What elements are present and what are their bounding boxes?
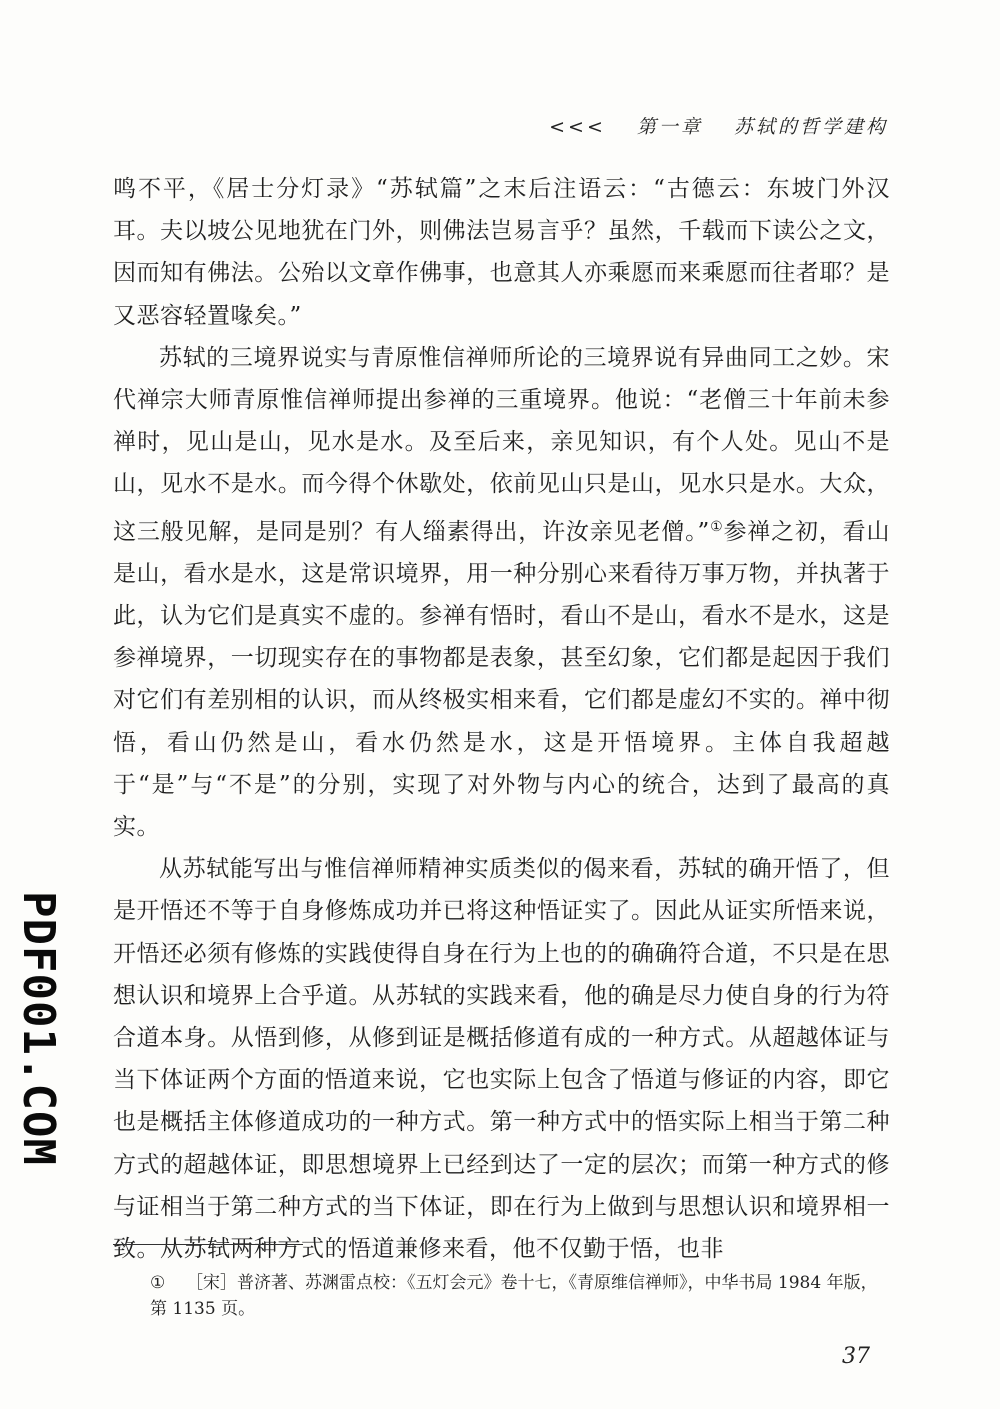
body-text	[113, 168, 890, 1270]
paragraph-1: 鸣不平，《居士分灯录》“苏轼篇”之末后注语云：“古德云：东坡门外汉耳。夫以坡公见地犹在门外，则佛法岂易言乎？虽然，千载而下读公之文，因而知有佛法。公殆以文章作佛事，也意其人亦乘愿而来乘愿而往者耶？是又恶容轻置喙矣。”	[113, 176, 890, 329]
paragraph-2-text: 苏轼的三境界说实与青原惟信禅师所论的三境界说有异曲同工之妙。宋代禅宗大师青原惟信禅师提出参禅的三重境界。他说：“老僧三十年前未参禅时，见山是山，见水是水。及至后来，亲见知识，有个人处。见山不是山，见水不是水。而今得个休歇处，依前见山只是山，见水只是水。大众，这三般见解，是同是别？有人缁素得出，许汝亲见老僧。”	[113, 344, 890, 545]
footnote	[150, 1270, 890, 1322]
nav-marker: <<<	[549, 116, 606, 138]
chapter-number: 第一章	[636, 116, 703, 138]
page-number: 37	[842, 1344, 870, 1369]
watermark-text: PDF001.COM	[12, 890, 64, 1166]
footnote-divider	[113, 1244, 303, 1245]
chapter-title: 苏轼的哲学建构	[733, 116, 888, 138]
watermark	[12, 890, 64, 1166]
footnote-reference[interactable]: ①	[709, 518, 724, 535]
running-header	[549, 112, 888, 139]
footnote-text: ［宋］普济著、苏渊雷点校：《五灯会元》卷十七，《青原维信禅师》，中华书局 1984 年版，第 1135 页。	[150, 1273, 878, 1319]
paragraph-2-continued: 参禅之初，看山是山，看水是水，这是常识境界，用一种分别心来看待万事万物，并执著于此，认为它们是真实不虚的。参禅有悟时，看山不是山，看水不是水，这是参禅境界，一切现实存在的事物都是表象，甚至幻象，它们都是起因于我们对它们有差别相的认识，而从终极实相来看，它们都是虚幻不实的。禅中彻悟，看山仍然是山，看水仍然是水，这是开悟境界。主体自我超越于“是”与“不是”的分别，实现了对外物与内心的统合，达到了最高的真实。	[113, 518, 891, 841]
paragraph-3: 从苏轼能写出与惟信禅师精神实质类似的偈来看，苏轼的确开悟了，但是开悟还不等于自身修炼成功并已将这种悟证实了。因此从证实所悟来说，开悟还必须有修炼的实践使得自身在行为上也的的确确符合道，不只是在思想认识和境界上合乎道。从苏轼的实践来看，他的确是尽力使自身的行为符合道本身。从悟到修，从修到证是概括修道有成的一种方式。从超越体证与当下体证两个方面的悟道来说，它也实际上包含了悟道与修证的内容，即它也是概括主体修道成功的一种方式。第一种方式中的悟实际上相当于第二种方式的超越体证，即思想境界上已经到达了一定的层次；而第一种方式的修与证相当于第二种方式的当下体证，即在行为上做到与思想认识和境界相一致。从苏轼两种方式的悟道兼修来看，他不仅勤于悟，也非	[113, 856, 890, 1263]
paragraph-2	[113, 337, 890, 848]
footnote-mark: ①	[150, 1273, 166, 1293]
